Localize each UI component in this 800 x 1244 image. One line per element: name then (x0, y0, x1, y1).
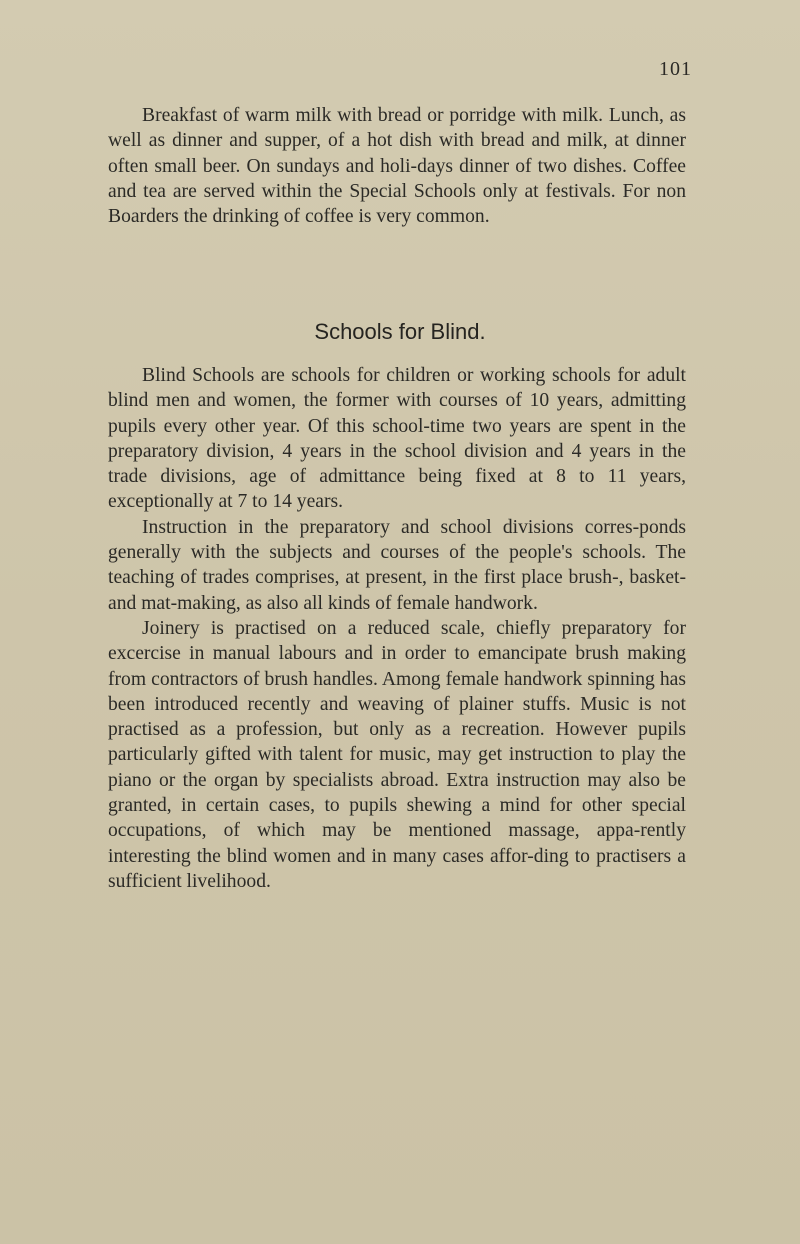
intro-text (108, 103, 686, 229)
page-number: 101 (659, 58, 692, 80)
intro-paragraph: Breakfast of warm milk with bread or porridge with milk. Lunch, as well as dinner and supper, of a hot dish with bread and milk, at dinner often small beer. On sundays and holi-days dinner of two dishes. Coffee and tea are served within the Special Schools only at festivals. For non Boarders the drinking of coffee is very common. (108, 105, 686, 228)
body-paragraph-3: Joinery is practised on a reduced scale, chiefly preparatory for excercise in manual labours and in order to emancipate brush making from contractors of brush handles. Among female handwork spinning has been introduced recently and weaving of plainer stuffs. Music is not practised as a profession, but only as a recreation. However pupils particularly gifted with talent for music, may get instruction to play the piano or the organ by specialists abroad. Extra instruction may also be granted, in certain cases, to pupils shewing a mind for other special occupations, of which may be mentioned massage, appa-rently interesting the blind women and in many cases affor-ding to practisers a sufficient livelihood. (108, 617, 686, 892)
body-paragraph-2: Instruction in the preparatory and school divisions corres-ponds generally with the subjects and courses of the people's schools. The teaching of trades comprises, at present, in the first place brush-, basket- and mat-making, as also all kinds of female handwork. (108, 516, 686, 614)
section-heading: Schools for Blind. (314, 319, 486, 344)
body-paragraph-1: Blind Schools are schools for children or working schools for adult blind men and women, the former with courses of 10 years, admitting pupils every other year. Of this school-time two years are spent in the preparatory division, 4 years in the school division and 4 years in the trade divisions, age of admittance being fixed at 8 to 11 years, exceptionally at 7 to 14 years. (108, 365, 686, 513)
section-body (108, 363, 686, 894)
